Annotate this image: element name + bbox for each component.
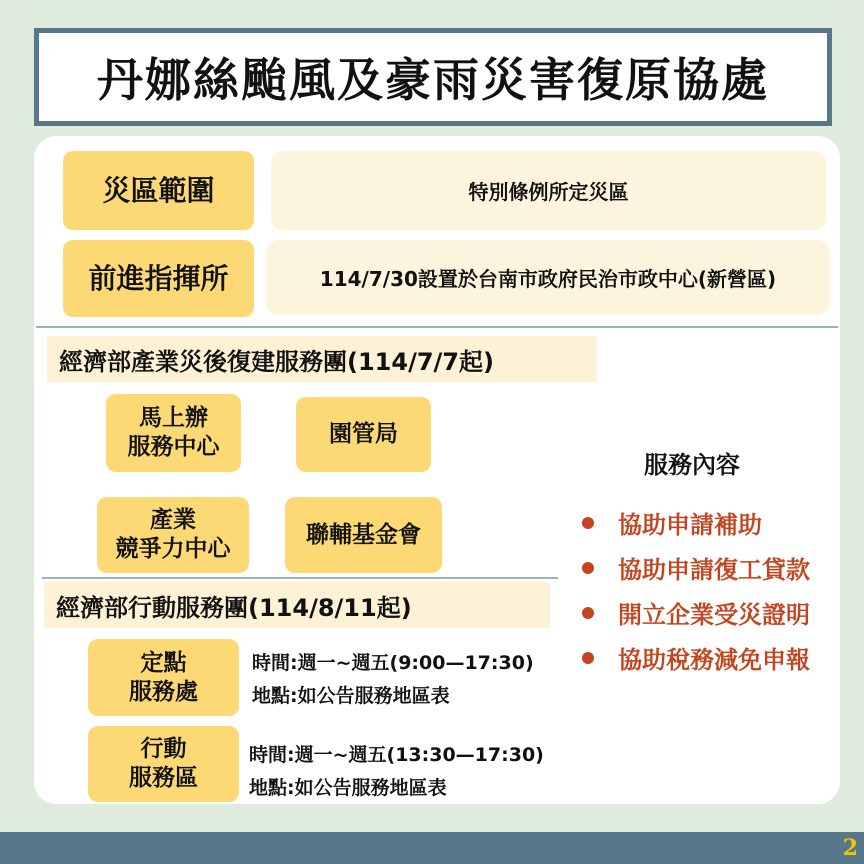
page-title: 丹娜絲颱風及豪雨災害復原協處 — [97, 53, 769, 107]
unit-competitiveness-center — [97, 497, 249, 573]
point-line1: 行動 — [140, 736, 187, 763]
unit-line1: 產業 — [150, 507, 196, 534]
unit-quick-service-center — [106, 394, 241, 472]
fixed-service-place: 地點:如公告服務地區表 — [252, 685, 450, 707]
divider-top — [36, 326, 838, 328]
command-value: 114/7/30設置於台南市政府民治市政中心(新營區) — [319, 267, 777, 291]
unit-line1: 聯輔基金會 — [306, 521, 421, 548]
command-value-box — [266, 240, 830, 315]
unit-park-bureau — [296, 397, 431, 472]
area-value-box — [271, 151, 826, 230]
fixed-service-details — [252, 647, 534, 713]
services-title: 服務內容 — [644, 451, 740, 479]
unit-guidance-foundation — [285, 497, 442, 573]
bullet-dot-icon — [582, 517, 594, 529]
point-line2: 服務區 — [129, 765, 198, 791]
mobile-service-area-tag — [88, 726, 239, 802]
page-number: 2 — [842, 835, 858, 861]
section1-heading: 經濟部產業災後復建服務團(114/7/7起) — [59, 347, 494, 376]
service-item-label: 開立企業受災證明 — [618, 601, 810, 629]
divider-mid — [42, 577, 558, 579]
area-label-tag — [63, 151, 254, 230]
service-item — [582, 590, 810, 635]
unit-line2: 競爭力中心 — [115, 536, 231, 562]
command-label-tag — [63, 240, 254, 317]
bullet-dot-icon — [582, 652, 594, 664]
mobile-service-place: 地點:如公告服務地區表 — [249, 777, 447, 799]
service-item — [582, 635, 810, 680]
service-item-label: 協助申請復工貸款 — [618, 556, 810, 584]
unit-line1: 園管局 — [329, 421, 398, 448]
service-item-label: 協助稅務減免申報 — [618, 646, 810, 674]
area-label: 災區範圍 — [102, 174, 215, 207]
mobile-service-details — [249, 739, 544, 805]
fixed-service-time: 時間:週一~週五(9:00—17:30) — [252, 652, 534, 674]
title-box — [34, 28, 832, 126]
section2-heading: 經濟部行動服務團(114/8/11起) — [56, 593, 412, 622]
unit-line2: 服務中心 — [127, 434, 220, 460]
fixed-service-point-tag — [88, 639, 239, 716]
services-list — [582, 500, 810, 680]
point-line1: 定點 — [140, 649, 187, 676]
mobile-service-time: 時間:週一~週五(13:30—17:30) — [249, 744, 544, 766]
service-item — [582, 545, 810, 590]
section2-heading-box — [44, 582, 550, 628]
service-item — [582, 500, 810, 545]
footer-bar — [0, 832, 864, 864]
area-value: 特別條例所定災區 — [468, 180, 629, 204]
section1-heading-box — [47, 336, 597, 382]
bullet-dot-icon — [582, 607, 594, 619]
service-item-label: 協助申請補助 — [618, 511, 762, 539]
bullet-dot-icon — [582, 562, 594, 574]
unit-line1: 馬上辦 — [139, 405, 208, 432]
point-line2: 服務處 — [129, 678, 198, 705]
command-label: 前進指揮所 — [88, 262, 229, 295]
